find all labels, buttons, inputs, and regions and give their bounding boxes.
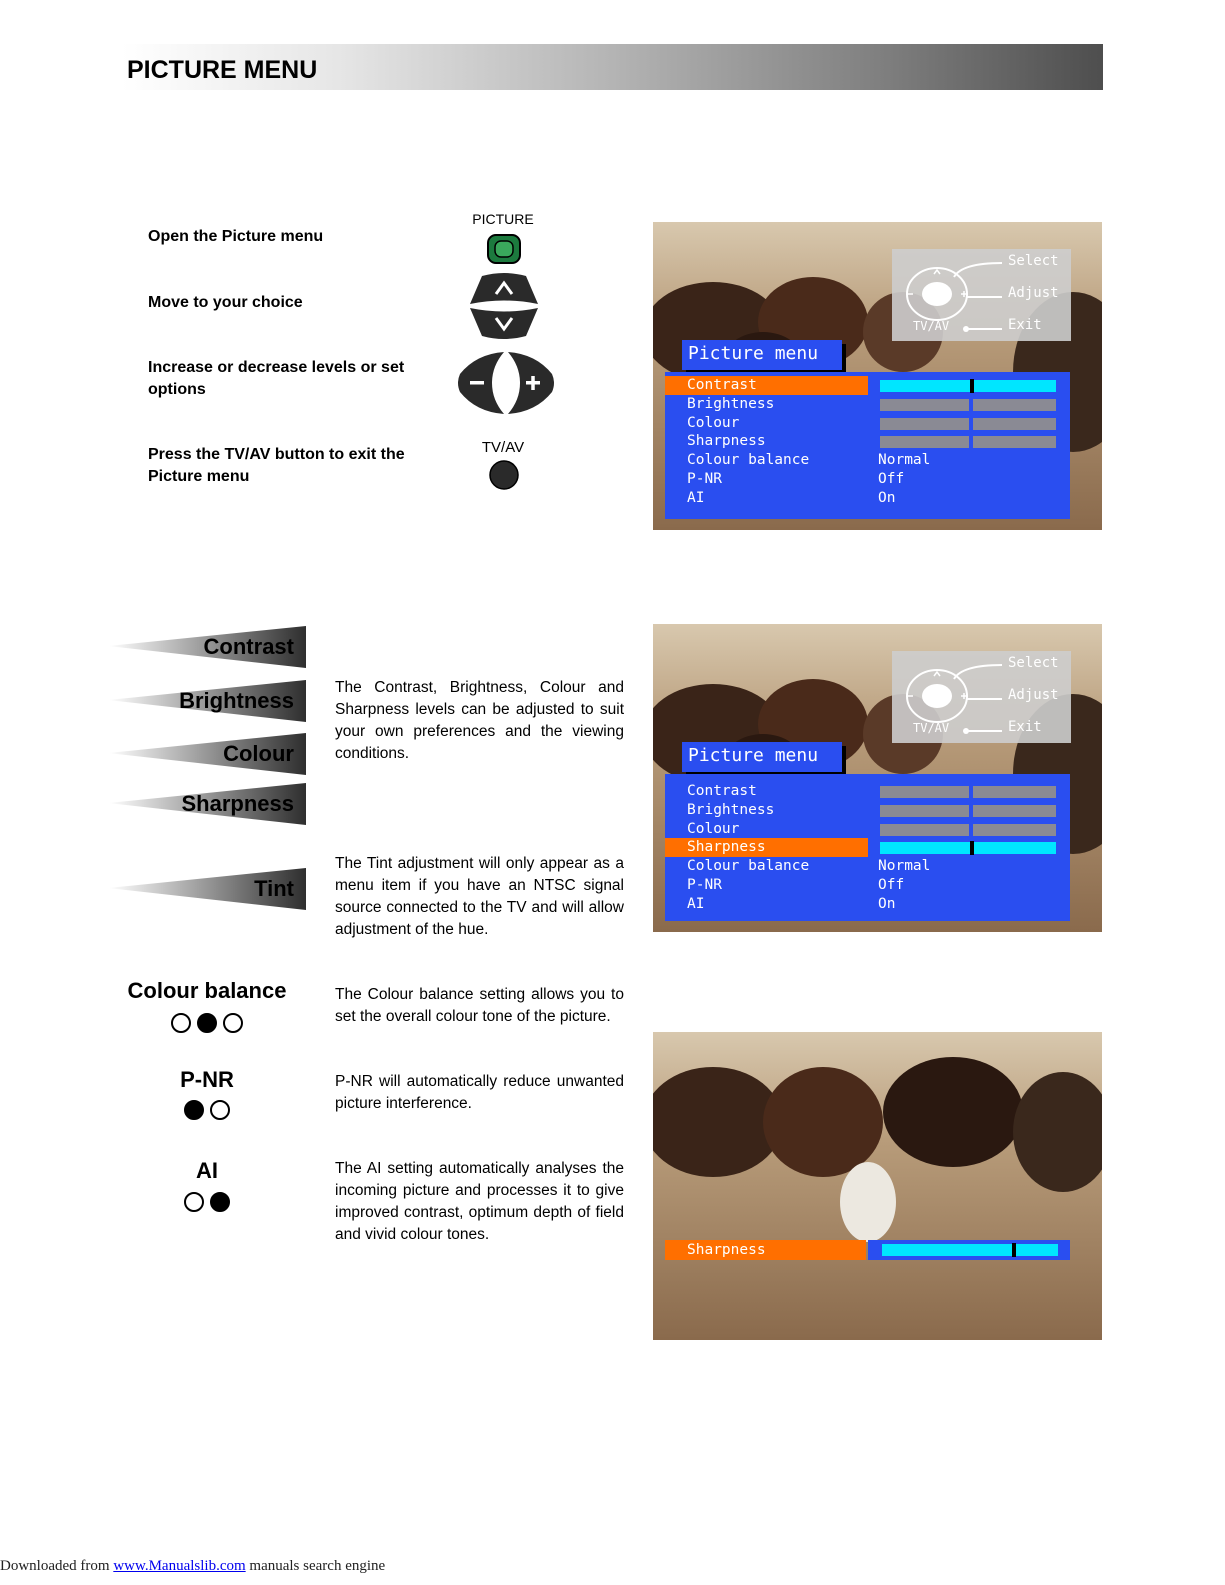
setting-dot — [223, 1013, 243, 1033]
osd-item-sharpness: Sharpness — [665, 838, 868, 857]
osd-tvav-label: TV/AV — [913, 319, 950, 333]
wedge-contrast — [108, 626, 306, 668]
osd-sharpness-track — [868, 1240, 1070, 1260]
osd-row-pnr[interactable] — [665, 876, 1070, 895]
wedge-tint-label: Tint — [254, 876, 294, 901]
osd-exit-label: Exit — [1008, 719, 1042, 735]
osd-level-bar — [880, 399, 1056, 411]
osd-value-ai: On — [878, 896, 896, 912]
osd-value-colour-balance: Normal — [878, 452, 931, 468]
osd-item-colour-balance: Colour balance — [687, 452, 810, 468]
osd-item-colour: Colour — [687, 415, 740, 431]
osd-row-colour-balance[interactable] — [665, 451, 1070, 470]
osd-adjust-label: Adjust — [1008, 687, 1059, 703]
up-arrow-icon[interactable] — [468, 272, 540, 306]
step-adjust: Increase or decrease levels or set options — [148, 359, 405, 398]
wedge-sharpness — [108, 783, 306, 825]
osd-sharpness-adjust[interactable] — [665, 1240, 1070, 1260]
osd-row-pnr[interactable] — [665, 470, 1070, 489]
osd-exit-label: Exit — [1008, 317, 1042, 333]
tvav-button-label: TV/AV — [481, 439, 525, 456]
setting-dot — [210, 1192, 230, 1212]
osd-item-brightness: Brightness — [687, 396, 775, 412]
osd-row-ai[interactable] — [665, 895, 1070, 914]
tvav-button-icon[interactable] — [488, 459, 520, 491]
footer-prefix: Downloaded from — [0, 1558, 114, 1574]
osd-item-contrast: Contrast — [687, 783, 757, 799]
setting-dot — [171, 1013, 191, 1033]
wedge-colour — [108, 733, 306, 775]
step-move: Move to your choice — [148, 294, 303, 311]
osd-row-colour-balance[interactable] — [665, 857, 1070, 876]
osd-control-hint — [892, 249, 1071, 341]
osd-value-pnr: Off — [878, 471, 905, 487]
osd-tvav-label: TV/AV — [913, 721, 950, 735]
osd-item-contrast: Contrast — [665, 376, 868, 395]
osd-row-colour[interactable] — [665, 414, 1070, 433]
tint-description: The Tint adjustment will only appear as a menu item if you have an NTSC signal source connected to the TV and will allow adjustment of the hue. — [335, 855, 624, 938]
picture-button-label: PICTURE — [472, 211, 534, 227]
pnr-description: P-NR will automatically reduce unwanted picture interference. — [335, 1073, 624, 1112]
osd-level-bar — [880, 380, 1056, 392]
setting-dot — [197, 1013, 217, 1033]
osd-value-pnr: Off — [878, 877, 905, 893]
osd-item-brightness: Brightness — [687, 802, 775, 818]
osd-row-sharpness[interactable] — [665, 432, 1070, 451]
setting-dot — [210, 1100, 230, 1120]
osd-level-bar — [880, 418, 1056, 430]
osd-level-bar — [880, 824, 1056, 836]
osd-item-ai: AI — [687, 490, 705, 506]
tv-screen-sharpness-adjust — [653, 1032, 1102, 1340]
osd-menu-panel — [665, 372, 1070, 519]
colour-balance-dots — [171, 1013, 243, 1033]
header-bar — [122, 44, 1103, 90]
ai-description: The AI setting automatically analyses the incoming picture and processes it to give improved contrast, optimum depth of field and vivid colour tones. — [335, 1160, 624, 1243]
osd-menu-panel — [665, 774, 1070, 921]
osd-row-contrast[interactable] — [665, 376, 1070, 395]
osd-item-pnr: P-NR — [687, 471, 722, 487]
osd-level-bar — [880, 805, 1056, 817]
footer-link[interactable]: www.Manualslib.com — [113, 1558, 246, 1574]
setting-dot — [184, 1192, 204, 1212]
horses-photo — [653, 1032, 1102, 1340]
osd-sharpness-adjust-label: Sharpness — [665, 1240, 866, 1260]
osd-control-hint — [892, 651, 1071, 743]
osd-row-contrast[interactable] — [665, 782, 1070, 801]
osd-row-brightness[interactable] — [665, 801, 1070, 820]
osd-value-ai: On — [878, 490, 896, 506]
wedge-contrast-label: Contrast — [203, 634, 294, 659]
osd-select-label: Select — [1008, 655, 1059, 671]
osd-item-colour-balance: Colour balance — [687, 858, 810, 874]
wedge-colour-label: Colour — [223, 741, 294, 766]
osd-level-bar — [880, 786, 1056, 798]
wedge-brightness-label: Brightness — [179, 688, 294, 713]
picture-button-icon[interactable] — [487, 234, 521, 264]
osd-select-label: Select — [1008, 253, 1059, 269]
osd-sharpness-marker[interactable] — [1012, 1243, 1016, 1257]
tv-screen-contrast — [653, 222, 1102, 530]
ai-title: AI — [196, 1158, 218, 1183]
osd-level-bar — [880, 842, 1056, 854]
osd-item-sharpness: Sharpness — [687, 433, 766, 449]
osd-row-sharpness[interactable] — [665, 838, 1070, 857]
pnr-dots — [184, 1100, 230, 1120]
tv-screen-sharpness — [653, 624, 1102, 932]
levels-description: The Contrast, Brightness, Colour and Sharpness levels can be adjusted to suit your own preferences and the viewing conditions. — [335, 679, 624, 762]
wedge-sharpness-label: Sharpness — [181, 791, 294, 816]
step-open-menu: Open the Picture menu — [148, 228, 324, 245]
pointer-lines-icon — [952, 257, 1008, 337]
osd-item-colour: Colour — [687, 821, 740, 837]
footer-suffix: manuals search engine — [245, 1558, 386, 1574]
osd-item-pnr: P-NR — [687, 877, 722, 893]
step-exit: Press the TV/AV button to exit the Picture menu — [148, 446, 405, 485]
colour-balance-title: Colour balance — [127, 978, 287, 1003]
page-title: PICTURE MENU — [127, 56, 318, 84]
pointer-lines-icon — [952, 659, 1008, 739]
osd-row-ai[interactable] — [665, 489, 1070, 508]
osd-menu-title: Picture menu — [682, 340, 842, 370]
setting-dot — [184, 1100, 204, 1120]
wedge-tint — [108, 868, 306, 910]
minus-icon[interactable] — [456, 350, 506, 416]
footer — [0, 1558, 385, 1575]
wedge-brightness — [108, 680, 306, 722]
down-arrow-icon[interactable] — [468, 306, 540, 340]
osd-row-colour[interactable] — [665, 820, 1070, 839]
osd-menu-title: Picture menu — [682, 742, 842, 772]
ai-dots — [184, 1192, 230, 1212]
osd-adjust-label: Adjust — [1008, 285, 1059, 301]
osd-sharpness-fill — [882, 1244, 1058, 1256]
osd-value-colour-balance: Normal — [878, 858, 931, 874]
plus-icon[interactable] — [506, 350, 556, 416]
osd-item-ai: AI — [687, 896, 705, 912]
pnr-title: P-NR — [180, 1067, 234, 1092]
colour-balance-description: The Colour balance setting allows you to set the overall colour tone of the picture. — [335, 986, 624, 1025]
osd-level-bar — [880, 436, 1056, 448]
osd-row-brightness[interactable] — [665, 395, 1070, 414]
